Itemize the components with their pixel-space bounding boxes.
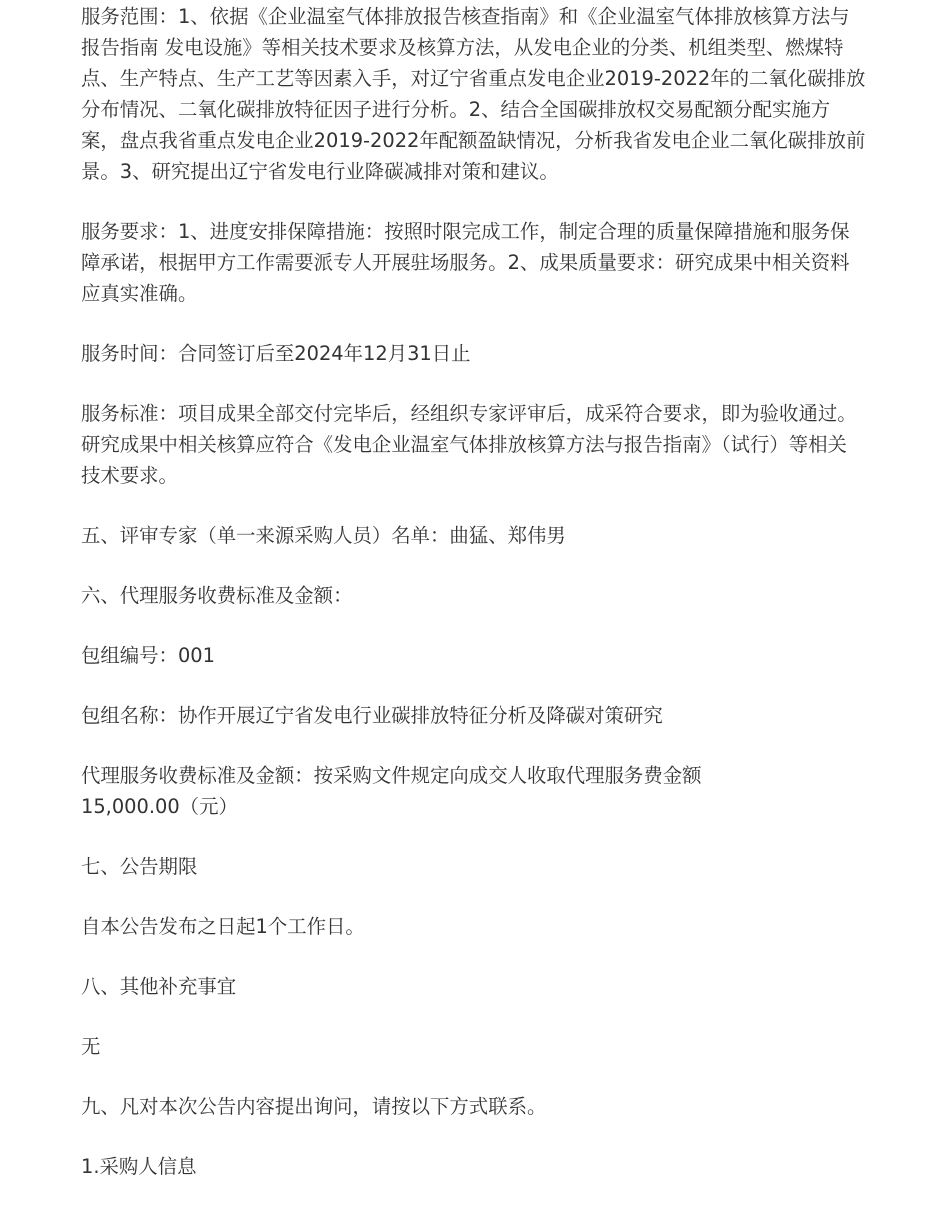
paragraph-gap [81, 671, 866, 700]
section-8-other-matters: 八、其他补充事宜 [81, 975, 237, 998]
section-9-contact-heading: 九、凡对本次公告内容提出询问，请按以下方式联系。 [81, 1095, 547, 1118]
paragraph-gap [81, 1122, 866, 1151]
purchaser-info-heading: 1.采购人信息 [81, 1155, 197, 1178]
package-number: 包组编号：001 [81, 644, 215, 667]
paragraph-gap [81, 491, 866, 520]
announcement-period-text: 自本公告发布之日起1个工作日。 [81, 915, 365, 938]
paragraph-gap [81, 822, 866, 851]
paragraph-gap [81, 882, 866, 911]
paragraph-gap [81, 309, 866, 338]
document-body [81, 1, 866, 1182]
paragraph-gap [81, 369, 866, 398]
package-name: 包组名称：协作开展辽宁省发电行业碳排放特征分析及降碳对策研究 [81, 704, 663, 727]
agency-fee-amount: 15,000.00（元） [81, 795, 238, 818]
section-7-announcement-period: 七、公告期限 [81, 855, 198, 878]
paragraph-gap [81, 942, 866, 971]
section-5-review-experts: 五、评审专家（单一来源采购人员）名单：曲猛、郑伟男 [81, 524, 566, 547]
agency-fee-standard-line: 代理服务收费标准及金额：按采购文件规定向成交人收取代理服务费金额 [81, 764, 702, 787]
paragraph-gap [81, 187, 866, 216]
service-requirements-paragraph: 服务要求：1、进度安排保障措施：按照时限完成工作，制定合理的质量保障措施和服务保障承诺，根据甲方工作需要派专人开展驻场服务。2、成果质量要求：研究成果中相关资料应真实准确。 [81, 220, 850, 305]
service-time-paragraph: 服务时间：合同签订后至2024年12月31日止 [81, 342, 471, 365]
paragraph-gap [81, 731, 866, 760]
other-matters-text: 无 [81, 1035, 101, 1058]
paragraph-gap [81, 611, 866, 640]
service-scope-paragraph: 服务范围：1、依据《企业温室气体排放报告核查指南》和《企业温室气体排放核算方法与报告指南 发电设施》等相关技术要求及核算方法，从发电企业的分类、机组类型、燃煤特点、生产特点、生产工艺等因素入手，对辽宁省重点发电企业2019-2022年的二氧化碳排放分布情况、二氧化碳排放特征因子进行分析。2、结合全国碳排放权交易配额分配实施方案，盘点我省重点发电企业2019-2022年配额盈缺情况，分析我省发电企业二氧化碳排放前景。3、研究提出辽宁省发电行业降碳减排对策和建议。 [81, 5, 866, 183]
section-6-agency-fee-heading: 六、代理服务收费标准及金额： [81, 584, 353, 607]
paragraph-gap [81, 1062, 866, 1091]
paragraph-gap [81, 1002, 866, 1031]
service-standard-paragraph: 服务标准：项目成果全部交付完毕后，经组织专家评审后，成采符合要求，即为验收通过。研究成果中相关核算应符合《发电企业温室气体排放核算方法与报告指南》（试行）等相关技术要求。 [81, 402, 857, 487]
paragraph-gap [81, 551, 866, 580]
